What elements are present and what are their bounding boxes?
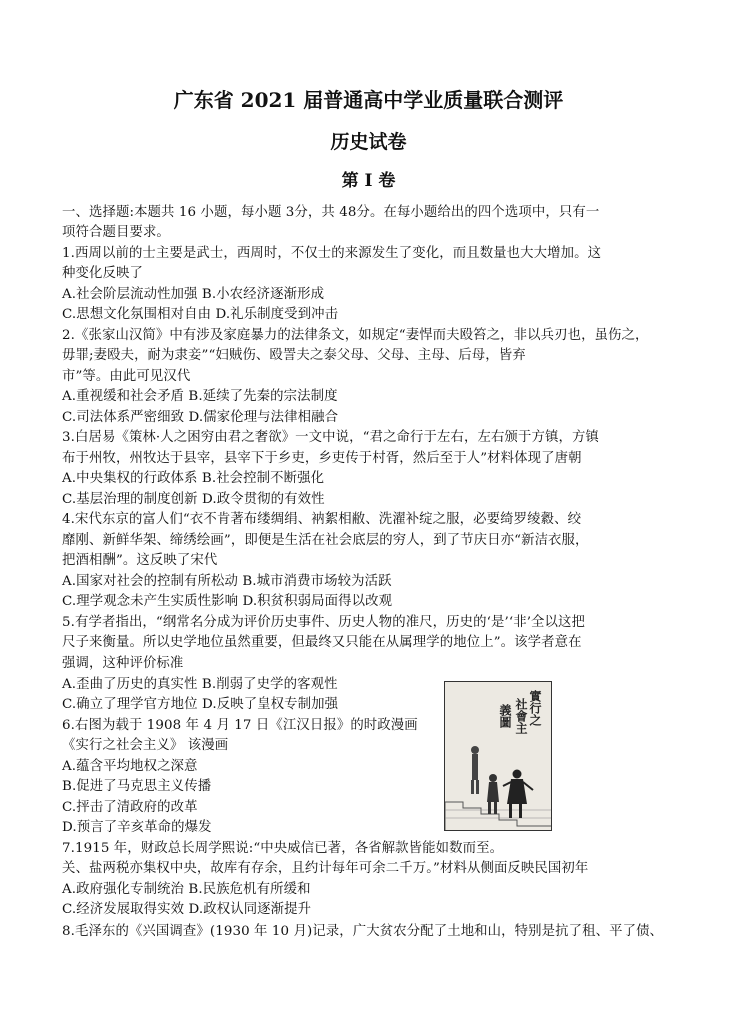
text-line: A.国家对社会的控制有所松动 B.城市消费市场较为活跃 <box>62 574 392 589</box>
cartoon-title-col2: 社會主 <box>514 698 528 734</box>
text-line: C.理学观念未产生实质性影响 D.积贫积弱局面得以改观 <box>62 594 393 609</box>
text-line: C.抨击了清政府的改革 <box>62 800 198 815</box>
text-line: 关、盐两税亦集权中央，故库有存余，且约计每年可余二千万。”材料从侧面反映民国初年 <box>62 861 589 876</box>
text-line: 种变化反映了 <box>62 266 143 281</box>
text-line: 6.右图为载于 1908 年 4 月 17 日《江汉日报》的时政漫画 <box>62 718 418 733</box>
text-line: A.政府强化专制统治 B.民族危机有所缓和 <box>62 882 311 897</box>
text-line: 《实行之社会主义》 该漫画 <box>62 738 229 753</box>
text-line: C.确立了理学官方地位 D.反映了皇权专制加强 <box>62 697 339 712</box>
text-line: 市”等。由此可见汉代 <box>62 369 191 384</box>
text-line: 2.《张家山汉简》中有涉及家庭暴力的法律条文，如规定“妻悍而夫殴笞之，非以兵刃也，虽伤之， <box>62 328 649 343</box>
text-line: 一、选择题:本题共 16 小题，每小题 3分，共 48分。在每小题给出的四个选项中，只有一 <box>62 205 600 220</box>
text-line: A.中央集权的行政体系 B.社会控制不断强化 <box>62 471 325 486</box>
text-line: C.思想文化氛围相对自由 D.礼乐制度受到冲击 <box>62 307 339 322</box>
text-line: C.基层治理的制度创新 D.政令贯彻的有效性 <box>62 492 325 507</box>
text-line: C.经济发展取得实效 D.政权认同逐渐提升 <box>62 902 312 917</box>
cartoon-title-col3: 義圖 <box>498 704 512 728</box>
text-line: C.司法体系严密细致 D.儒家伦理与法律相融合 <box>62 410 339 425</box>
text-line: A.歪曲了历史的真实性 B.削弱了史学的客观性 <box>62 677 338 692</box>
text-line: 布于州牧，州牧达于县宰，县宰下于乡吏，乡吏传于村胥，然后至于人”材料体现了唐朝 <box>62 451 582 466</box>
subject-title: 历史试卷 <box>330 131 407 153</box>
text-line: 5.有学者指出，“纲常名分成为评价历史事件、历史人物的准尺，历史的‘是’‘非’全以这把 <box>62 615 586 630</box>
text-line: 把酒相酬”。这反映了宋代 <box>62 553 218 568</box>
text-line: 靡刚、新鲜华架、缔绣绘画”，即便是生活在社会底层的穷人，到了节庆日亦“新洁衣服， <box>62 533 589 548</box>
text-line: 强调，这种评价标准 <box>62 656 184 671</box>
text-line: 7.1915 年，财政总长周学熙说:“中央威信已著，各省解款皆能如数而至。 <box>62 841 504 856</box>
text-line: B.促进了马克思主义传播 <box>62 779 212 794</box>
text-line: A.重视缓和社会矛盾 B.延续了先秦的宗法制度 <box>62 389 338 404</box>
text-line: 项符合题目要求。 <box>62 225 170 240</box>
volume-heading: 第 I 卷 <box>341 171 396 191</box>
text-line: 4.宋代东京的富人们“衣不肯著布缕绸绢、衲絮相敝、洗濯补绽之服，必要绮罗绫縠、绞 <box>62 512 582 527</box>
text-line: A.社会阶层流动性加强 B.小农经济逐渐形成 <box>62 287 325 302</box>
text-line: 尺子来衡量。所以史学地位虽然重要，但最终又只能在从属理学的地位上”。该学者意在 <box>62 635 582 650</box>
text-line: 8.毛泽东的《兴国调查》(1930 年 10 月)记录，广大贫农分配了土地和山，特别是抗了租、平了债、 <box>62 924 664 939</box>
political-cartoon-image <box>444 681 552 831</box>
text-line: D.预言了辛亥革命的爆发 <box>62 820 212 835</box>
text-line: 毋罪;妻殴夫，耐为隶妾”“妇贼伤、殴詈夫之泰父母、父母、主母、后母，皆弃 <box>62 348 526 363</box>
cartoon-title-col1: 實行之 <box>528 690 542 726</box>
text-line: A.蕴含平均地权之深意 <box>62 759 198 774</box>
text-line: 1.西周以前的士主要是武士，西周时，不仅士的来源发生了变化，而且数量也大大增加。这 <box>62 246 602 261</box>
exam-title: 广东省 2021 届普通高中学业质量联合测评 <box>173 88 564 112</box>
text-line: 3.白居易《策林·人之困穷由君之奢欲》一文中说，“君之命行于左右，左右颁于方镇，方镇 <box>62 430 599 445</box>
